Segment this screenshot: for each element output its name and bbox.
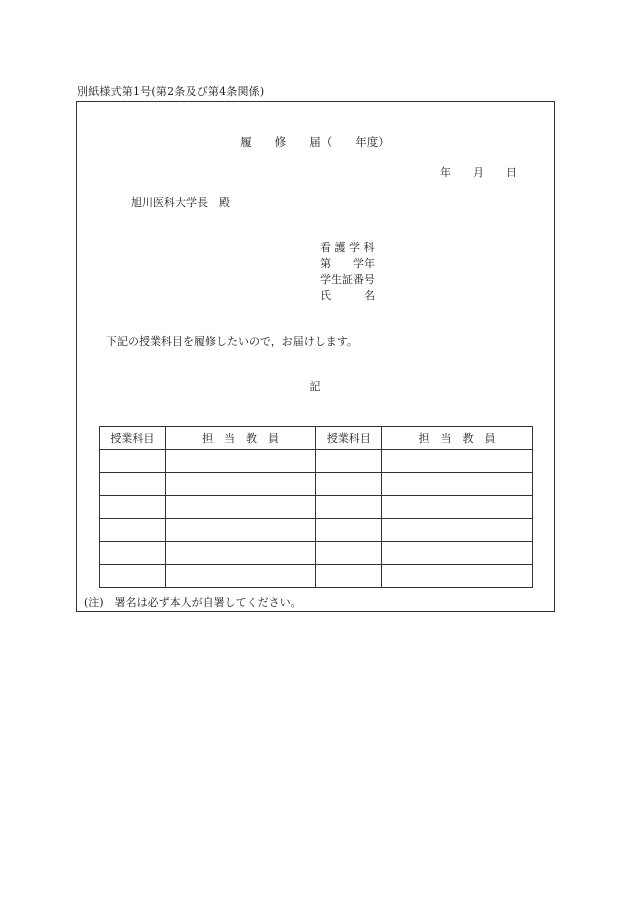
- instructor-cell[interactable]: [165, 519, 316, 542]
- table-row: [100, 473, 533, 496]
- course-cell[interactable]: [100, 496, 166, 519]
- header-instructor-2: 担 当 教 員: [382, 427, 533, 450]
- instructor-cell[interactable]: [382, 450, 533, 473]
- table-row: [100, 519, 533, 542]
- instructor-cell[interactable]: [382, 519, 533, 542]
- instructor-cell[interactable]: [165, 565, 316, 588]
- course-cell[interactable]: [100, 473, 166, 496]
- note-text: (注) 署名は必ず本人が自署してください。: [84, 596, 302, 609]
- year-label: 第 学年: [320, 257, 375, 270]
- statement-text: 下記の授業科目を履修したいので，お届けします。: [106, 335, 358, 348]
- student-info: [320, 240, 375, 304]
- table-row: [100, 496, 533, 519]
- instructor-cell[interactable]: [165, 473, 316, 496]
- table-header-row: [100, 427, 533, 450]
- instructor-cell[interactable]: [382, 542, 533, 565]
- table-row: [100, 565, 533, 588]
- course-cell[interactable]: [316, 542, 382, 565]
- student-id-label: 学生証番号: [320, 273, 375, 286]
- name-label: 氏 名: [320, 289, 375, 302]
- instructor-cell[interactable]: [382, 565, 533, 588]
- instructor-cell[interactable]: [165, 542, 316, 565]
- department-label: 看 護 学 科: [320, 241, 375, 254]
- course-cell[interactable]: [100, 519, 166, 542]
- date-line: 年 月 日: [440, 166, 517, 179]
- course-cell[interactable]: [316, 519, 382, 542]
- course-cell[interactable]: [316, 496, 382, 519]
- instructor-cell[interactable]: [165, 450, 316, 473]
- form-title: 履 修 届（ 年度）: [240, 135, 390, 149]
- instructor-cell[interactable]: [165, 496, 316, 519]
- instructor-cell[interactable]: [382, 473, 533, 496]
- course-cell[interactable]: [100, 542, 166, 565]
- course-cell[interactable]: [316, 565, 382, 588]
- header-instructor-1: 担 当 教 員: [165, 427, 316, 450]
- header-course-2: 授業科目: [316, 427, 382, 450]
- course-cell[interactable]: [316, 450, 382, 473]
- header-course-1: 授業科目: [100, 427, 166, 450]
- course-table: [99, 426, 533, 588]
- ki-heading: 記: [309, 380, 321, 393]
- table-row: [100, 542, 533, 565]
- addressee: 旭川医科大学長 殿: [131, 196, 230, 209]
- table-row: [100, 450, 533, 473]
- form-caption: 別紙様式第1号(第2条及び第4条関係): [77, 85, 265, 98]
- course-cell[interactable]: [316, 473, 382, 496]
- course-cell[interactable]: [100, 450, 166, 473]
- instructor-cell[interactable]: [382, 496, 533, 519]
- course-cell[interactable]: [100, 565, 166, 588]
